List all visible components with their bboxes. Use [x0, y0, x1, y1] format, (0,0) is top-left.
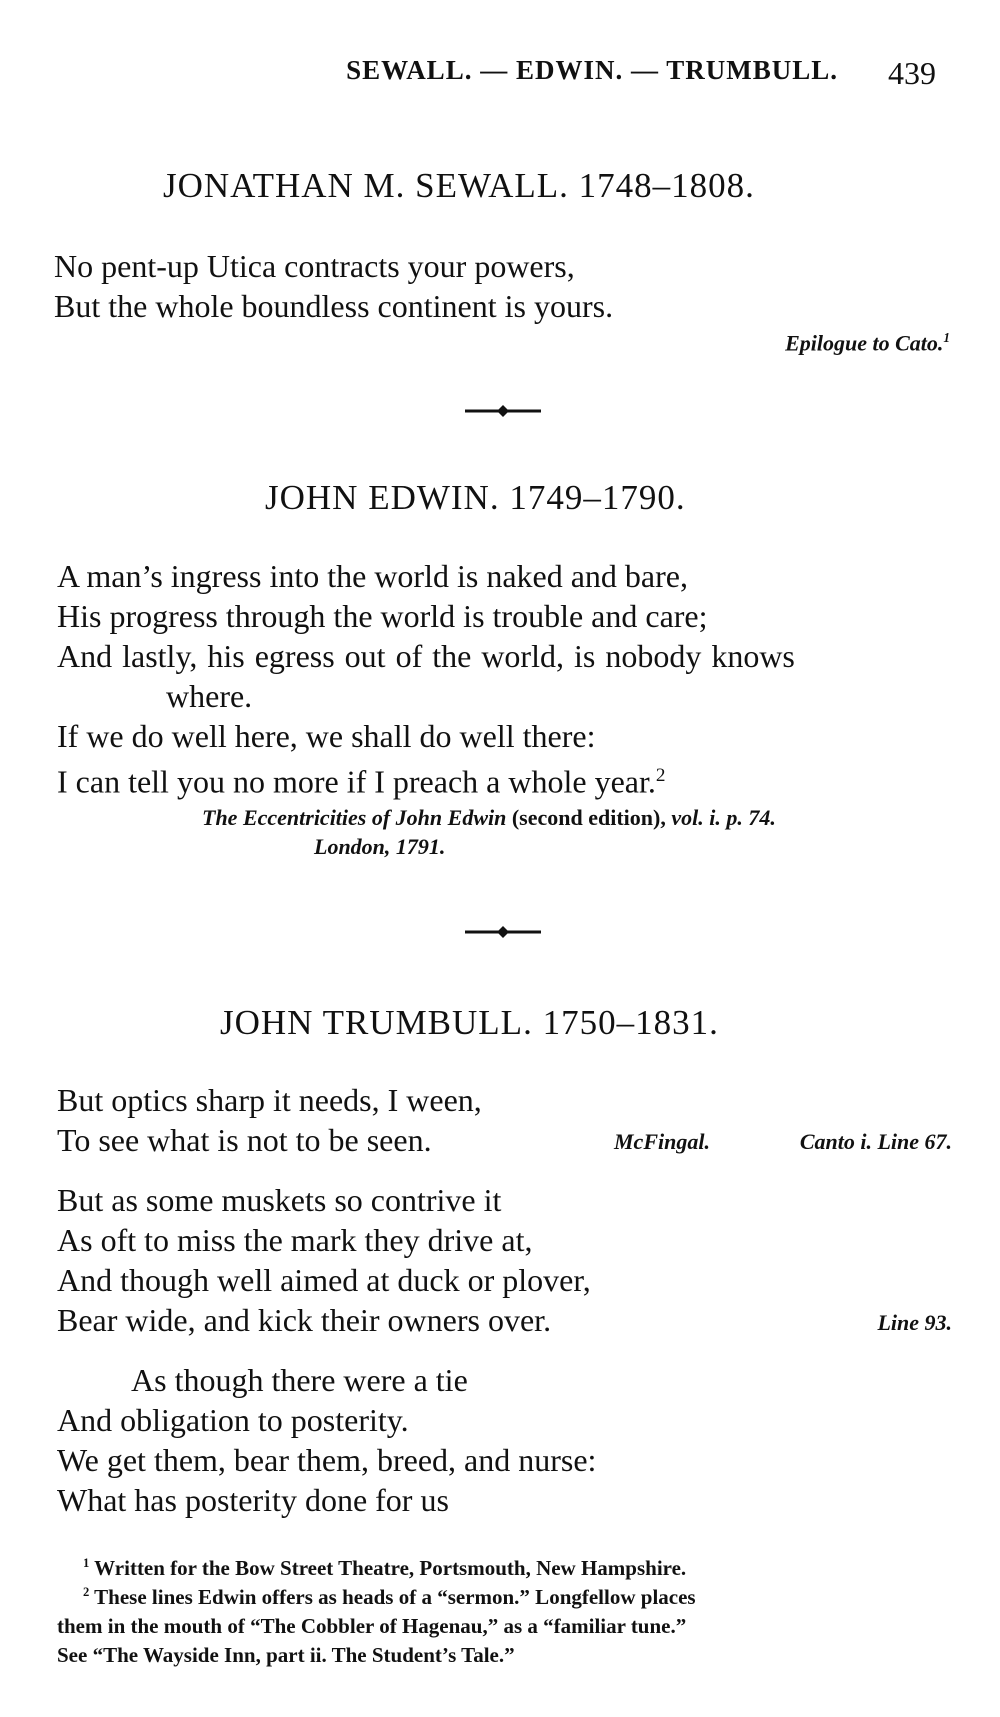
footnote-ref: 1: [943, 330, 950, 345]
citation-text: Epilogue to Cato.: [785, 330, 944, 356]
citation-canto-line: Canto i. Line 67.: [799, 1129, 952, 1154]
footnote-2-line: See “The Wayside Inn, part ii. The Student’s Tale.”: [57, 1643, 515, 1667]
citation-edition: (second edition),: [506, 805, 672, 830]
citation-place: London, 1791.: [314, 834, 446, 859]
footnote-text: These lines Edwin offers as heads of a “sermon.” Longfellow places: [94, 1585, 696, 1609]
footnote-1: [83, 1556, 686, 1581]
verse-line: A man’s ingress into the world is naked and bare,: [57, 558, 688, 594]
verse-line: And obligation to posterity.: [57, 1402, 409, 1438]
verse-line: But optics sharp it needs, I ween,: [57, 1082, 482, 1118]
section-divider-ornament: [463, 404, 543, 418]
footnote-2: [83, 1585, 696, 1610]
citation-work: McFingal.: [614, 1129, 710, 1154]
verse-line: If we do well here, we shall do well there:: [57, 718, 596, 754]
verse-line: And lastly, his egress out of the world, is nobody knows: [57, 638, 795, 674]
verse-line: [57, 756, 665, 802]
verse-line: As oft to miss the mark they drive at,: [57, 1222, 533, 1258]
section-heading-trumbull: JOHN TRUMBULL. 1750–1831.: [220, 1003, 719, 1042]
verse-line: We get them, bear them, breed, and nurse:: [57, 1442, 597, 1478]
verse-line: Bear wide, and kick their owners over.: [57, 1302, 552, 1338]
citation-title: The Eccentricities of John Edwin: [202, 805, 507, 830]
page-number: 439: [888, 55, 936, 91]
footnote-marker: 1: [83, 1556, 90, 1570]
footnote-2-line: them in the mouth of “The Cobbler of Hagenau,” as a “familiar tune.”: [57, 1614, 687, 1638]
verse-text: I can tell you no more if I preach a whole year.: [57, 763, 656, 800]
running-head: SEWALL. — EDWIN. — TRUMBULL.: [346, 55, 838, 85]
footnote-marker: 2: [83, 1585, 90, 1599]
section-heading-edwin: JOHN EDWIN. 1749–1790.: [265, 478, 686, 517]
verse-line: To see what is not to be seen.: [57, 1122, 432, 1158]
section-heading-sewall: JONATHAN M. SEWALL. 1748–1808.: [163, 166, 755, 205]
verse-line: But as some muskets so contrive it: [57, 1182, 502, 1218]
verse-line: But the whole boundless continent is yours.: [54, 288, 614, 324]
verse-line: As though there were a tie: [131, 1362, 468, 1398]
footnote-text: Written for the Bow Street Theatre, Portsmouth, New Hampshire.: [94, 1556, 687, 1580]
section-divider-ornament: [463, 925, 543, 939]
verse-line: What has posterity done for us: [57, 1482, 449, 1518]
verse-line: His progress through the world is trouble and care;: [57, 598, 708, 634]
citation-line-93: Line 93.: [877, 1310, 952, 1335]
footnote-ref: 2: [655, 765, 666, 786]
verse-line-continuation: where.: [166, 678, 253, 714]
citation-volume: vol. i. p. 74.: [671, 805, 776, 830]
verse-line: No pent-up Utica contracts your powers,: [54, 248, 575, 284]
citation-sewall: [0, 330, 950, 356]
citation-edwin: [202, 805, 776, 831]
verse-line: And though well aimed at duck or plover,: [57, 1262, 591, 1298]
